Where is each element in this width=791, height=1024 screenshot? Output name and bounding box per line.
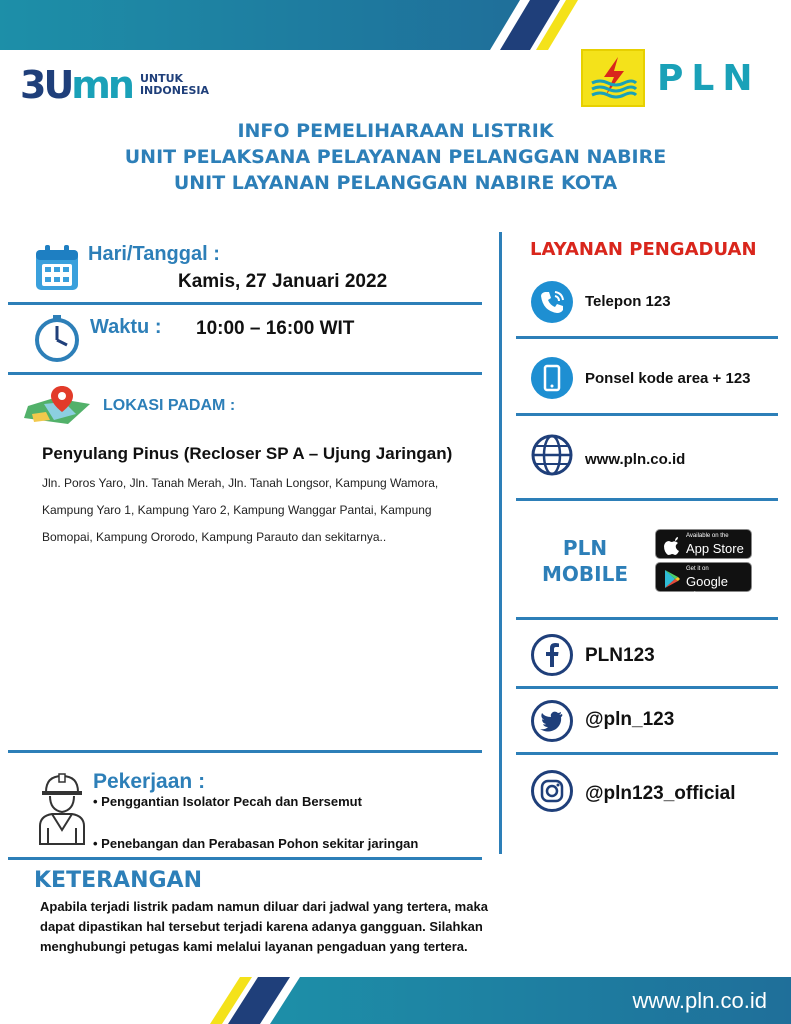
facebook-label: PLN123 [585, 645, 655, 666]
divider [8, 302, 482, 305]
divider [516, 413, 778, 416]
mobile-phone-icon [531, 357, 573, 399]
mobile-label: Ponsel kode area + 123 [585, 370, 751, 387]
street-line: Jln. Poros Yaro, Jln. Tanah Merah, Jln. Tanah Longsor, Kampung Wamora, [42, 476, 439, 490]
date-label: Hari/Tanggal : [88, 243, 220, 265]
twitter-label: @pln_123 [585, 709, 675, 730]
work-label: Pekerjaan : [93, 770, 206, 793]
date-value: Kamis, 27 Januari 2022 [178, 271, 388, 292]
street-line: Kampung Yaro 1, Kampung Yaro 2, Kampung Wanggar Pantai, Kampung [42, 503, 432, 517]
time-value: 10:00 – 16:00 WIT [196, 318, 355, 339]
title-line-3: UNIT LAYANAN PELANGGAN NABIRE KOTA [173, 172, 618, 194]
notes-title: KETERANGAN [34, 868, 202, 893]
footer-url[interactable]: www.pln.co.id [632, 988, 767, 1013]
divider [8, 750, 482, 753]
apple-icon [663, 536, 681, 561]
street-list [42, 470, 482, 551]
street-line: Bomopai, Kampung Ororodo, Kampung Parauto dan sekitarnya.. [42, 530, 387, 544]
pln-lightning-icon [581, 49, 645, 107]
google-play-badge[interactable]: Get it on Google play [655, 562, 752, 592]
phone-label: Telepon 123 [585, 293, 671, 310]
notes-text: Apabila terjadi listrik padam namun diluar dari jadwal yang tertera, maka dapat dipastikan hal tersebut terjadi karena adanya gangguan. Silahkan menghubungi petugas kami melalui layanan pengaduan yang tertera. [40, 899, 488, 954]
pln-wordmark: PLN [657, 57, 761, 99]
instagram-label: @pln123_official [585, 783, 736, 804]
map-pin-icon [24, 384, 94, 431]
title-line-1: INFO PEMELIHARAAN LISTRIK [237, 120, 554, 142]
facebook-icon [531, 634, 573, 676]
title-line-2: UNIT PELAKSANA PELAYANAN PELANGGAN NABIRE [124, 146, 667, 168]
work-item: • Penebangan dan Perabasan Pohon sekitar jaringan [93, 836, 419, 851]
instagram-icon [531, 770, 573, 812]
app-store-badge[interactable]: Available on the App Store [655, 529, 752, 559]
divider [516, 686, 778, 689]
clock-icon [33, 313, 81, 368]
divider [8, 857, 482, 860]
bumn-logo [20, 65, 209, 105]
website-label: www.pln.co.id [585, 451, 686, 468]
divider [516, 617, 778, 620]
worker-icon [36, 770, 88, 851]
divider [8, 372, 482, 375]
divider [516, 498, 778, 501]
feeder-name: Penyulang Pinus (Recloser SP A – Ujung Jaringan) [42, 444, 453, 463]
pln-mobile-title: PLN MOBILE [542, 536, 628, 586]
bumn-subtitle: UNTUK INDONESIA [139, 72, 209, 97]
divider [516, 336, 778, 339]
play-icon [663, 569, 681, 594]
page-title [0, 118, 791, 196]
time-label: Waktu : [90, 316, 162, 338]
column-divider [499, 232, 502, 854]
calendar-icon [34, 244, 80, 297]
pln-logo [581, 48, 760, 108]
work-item: • Penggantian Isolator Pecah dan Bersemut [93, 794, 362, 809]
bumn-mark: 3Umn [20, 63, 132, 107]
top-banner [0, 0, 791, 50]
phone-icon [531, 281, 573, 323]
globe-icon [530, 433, 574, 482]
divider [516, 752, 778, 755]
complaints-title: LAYANAN PENGADUAN [530, 239, 757, 260]
twitter-icon [531, 700, 573, 742]
location-label: LOKASI PADAM : [103, 397, 236, 414]
